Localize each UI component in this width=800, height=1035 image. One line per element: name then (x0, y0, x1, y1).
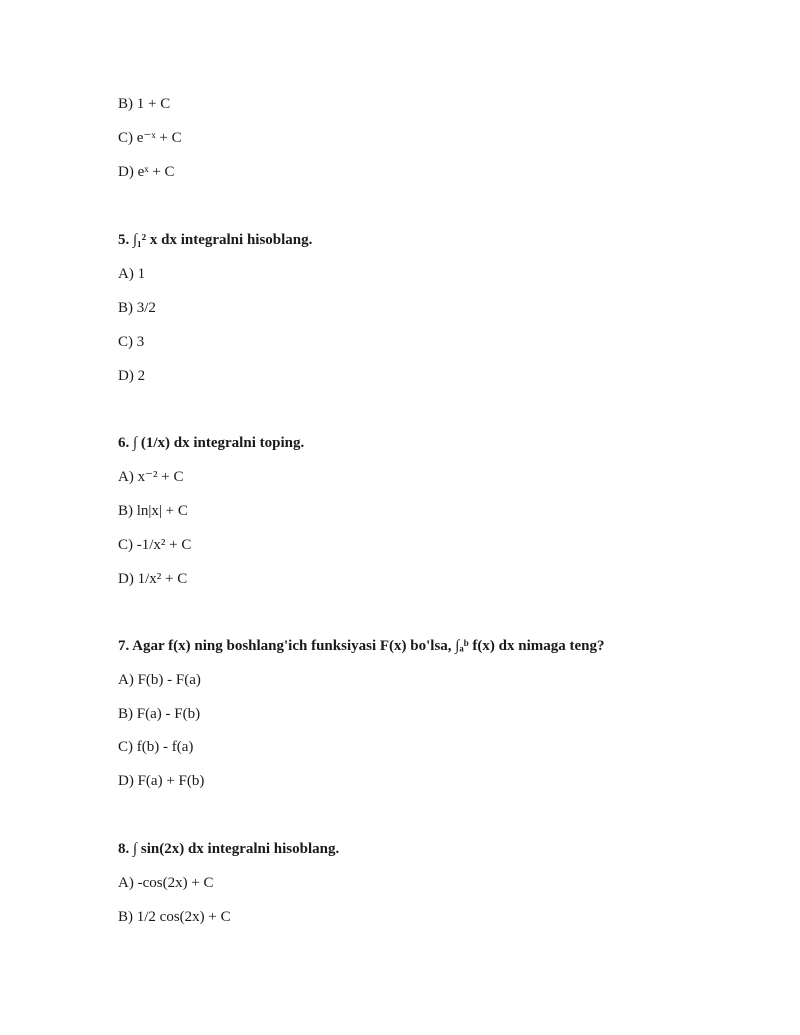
answer-option: B) 1 + C (118, 96, 171, 112)
answer-option: D) 1/x² + C (118, 571, 188, 587)
answer-option: D) F(a) + F(b) (118, 773, 205, 789)
answer-option: A) F(b) - F(a) (118, 672, 201, 688)
question-6: 6. ∫ (1/x) dx integralni toping. (118, 435, 305, 451)
answer-option: C) 3 (118, 334, 145, 350)
answer-option: A) -cos(2x) + C (118, 875, 214, 891)
question-5: 5. ∫₁² x dx integralni hisoblang. (118, 232, 313, 248)
answer-option: D) eˣ + C (118, 164, 175, 180)
answer-option: C) -1/x² + C (118, 537, 192, 553)
answer-option: B) 3/2 (118, 300, 156, 316)
answer-option: C) e⁻ˣ + C (118, 130, 182, 146)
answer-option: B) 1/2 cos(2x) + C (118, 909, 231, 925)
answer-option: A) x⁻² + C (118, 469, 184, 485)
answer-option: B) F(a) - F(b) (118, 706, 201, 722)
answer-option: A) 1 (118, 266, 146, 282)
answer-option: D) 2 (118, 368, 146, 384)
answer-option: C) f(b) - f(a) (118, 739, 194, 755)
question-8: 8. ∫ sin(2x) dx integralni hisoblang. (118, 841, 340, 857)
question-7: 7. Agar f(x) ning boshlang'ich funksiyasi F(x) bo'lsa, ∫ₐᵇ f(x) dx nimaga teng? (118, 638, 605, 654)
answer-option: B) ln|x| + C (118, 503, 188, 519)
